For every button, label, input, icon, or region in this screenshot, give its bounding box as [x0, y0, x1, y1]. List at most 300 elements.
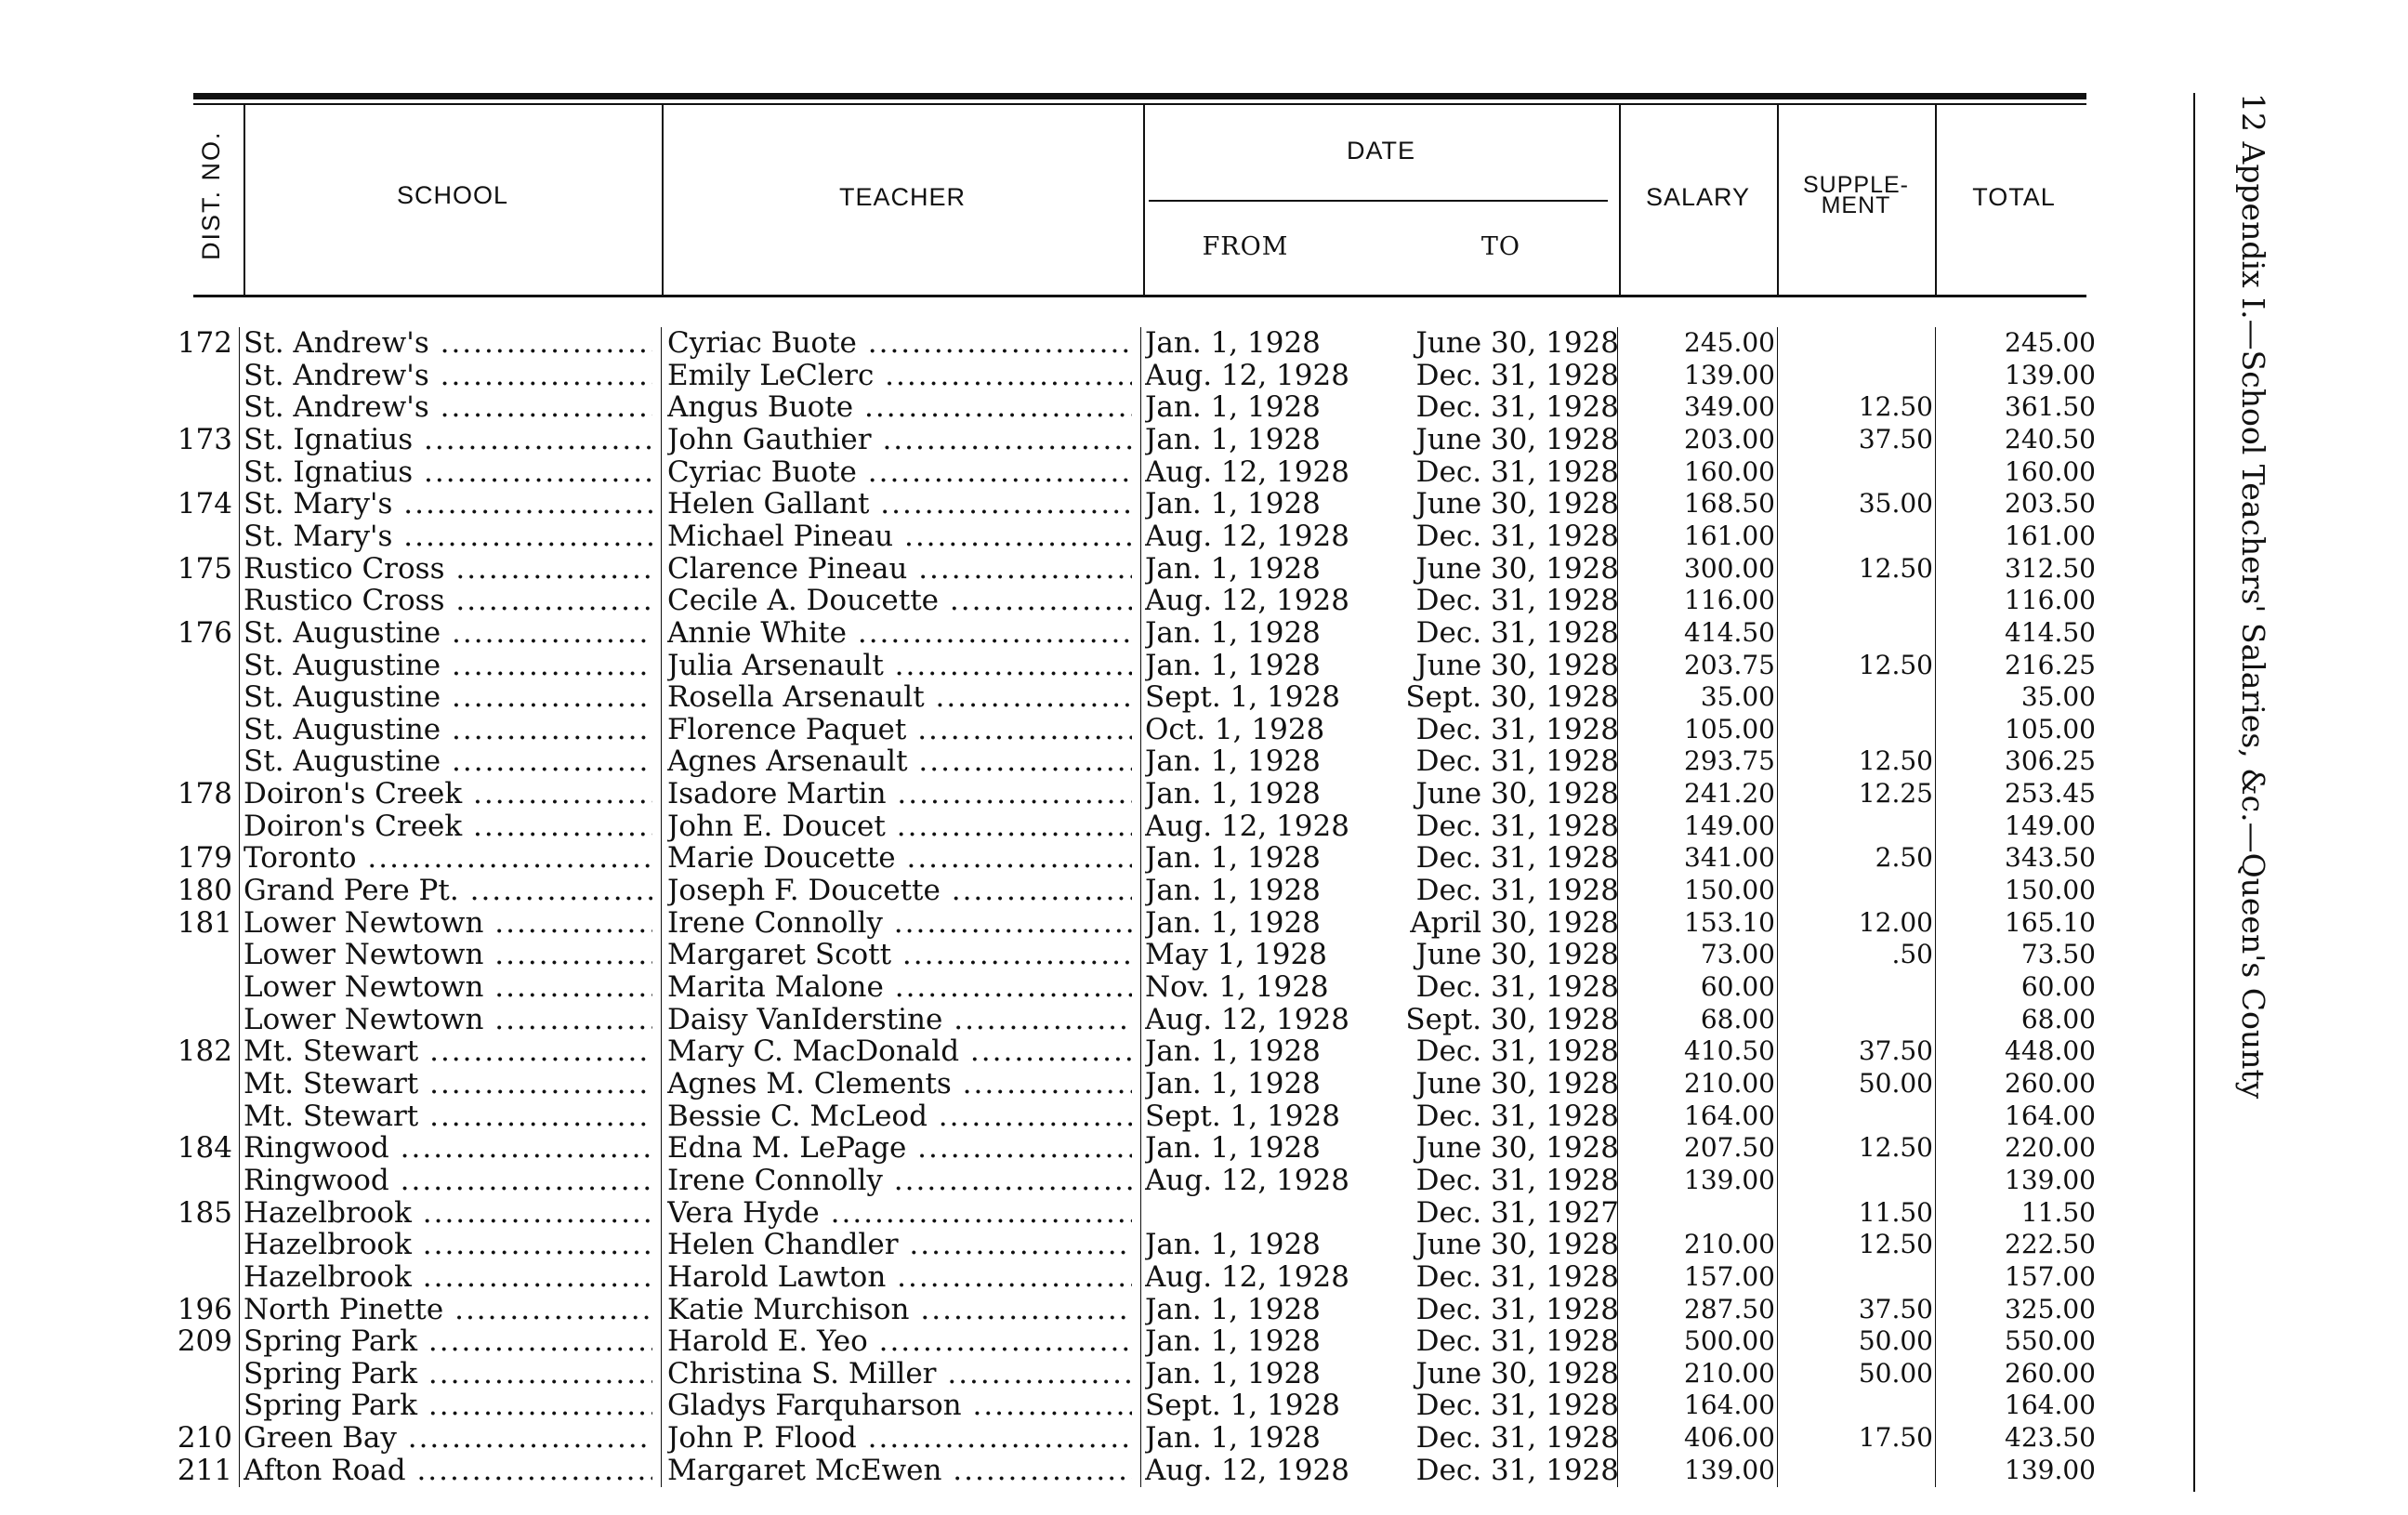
teacher-cell: [667, 327, 1132, 359]
dist-no-cell-text: 178: [177, 778, 232, 810]
teacher-cell-text: Helen Gallant: [667, 488, 870, 520]
school-cell: [243, 1455, 652, 1486]
leader-dots: [857, 327, 1132, 359]
to-date-cell: [1357, 585, 1619, 616]
leader-dots: [441, 714, 652, 745]
school-cell: [243, 1132, 652, 1164]
school-cell-text: Lower Newtown: [243, 971, 484, 1003]
school-cell-text: Ringwood: [243, 1132, 389, 1165]
table-row: [0, 810, 2138, 843]
school-cell-text: Rustico Cross: [243, 552, 445, 585]
from-date-cell: [1145, 553, 1359, 585]
total-cell-text: 216.25: [2005, 649, 2096, 680]
total-cell-text: 222.50: [2005, 1229, 2096, 1260]
leader-dots: [906, 714, 1132, 745]
total-cell-text: 160.00: [2005, 455, 2096, 487]
dist-no-cell-text: 180: [177, 875, 232, 907]
to-date-cell-text: June 30, 1928: [1415, 1229, 1619, 1261]
from-date-cell: [1145, 456, 1359, 488]
to-date-cell: [1357, 842, 1619, 874]
salary-cell-text: 500.00: [1684, 1325, 1775, 1357]
total-cell: [1938, 456, 2096, 488]
salary-cell-text: 164.00: [1684, 1390, 1775, 1421]
from-date-cell-text: Jan. 1, 1928: [1145, 778, 1321, 810]
dist-no-cell: [177, 553, 232, 585]
from-date-cell-text: Jan. 1, 1928: [1145, 423, 1321, 455]
total-cell: [1938, 1358, 2096, 1390]
from-date-cell: [1145, 1035, 1359, 1067]
table-row: [0, 327, 2138, 360]
salary-cell-text: 149.00: [1684, 810, 1775, 841]
supplement-cell: [1780, 1035, 1933, 1067]
from-date-cell: [1145, 1004, 1359, 1035]
to-date-cell: [1357, 488, 1619, 520]
table-row: [0, 907, 2138, 940]
dist-no-cell-text: 175: [177, 552, 232, 585]
total-cell: [1938, 1035, 2096, 1067]
salary-cell-text: 139.00: [1684, 1454, 1775, 1485]
dist-no-cell-text: 182: [177, 1035, 232, 1068]
to-date-cell: [1357, 650, 1619, 681]
school-cell-text: Green Bay: [243, 1422, 397, 1455]
teacher-cell: [667, 939, 1132, 970]
teacher-cell-text: Agnes Arsenault: [667, 745, 908, 778]
school-cell-text: St. Mary's: [243, 520, 393, 552]
table-row: [0, 1390, 2138, 1422]
total-cell: [1938, 1261, 2096, 1293]
teacher-cell-text: Daisy VanIderstine: [667, 1003, 943, 1035]
school-cell: [243, 617, 652, 649]
from-date-cell: [1145, 327, 1359, 359]
school-cell-text: Lower Newtown: [243, 906, 484, 939]
to-date-cell-text: Sept. 30, 1928: [1405, 681, 1619, 714]
from-date-cell-text: Jan. 1, 1928: [1145, 1422, 1321, 1455]
teacher-cell-text: Mary C. MacDonald: [667, 1035, 960, 1068]
salary-cell: [1622, 1100, 1775, 1132]
teacher-cell-text: Harold E. Yeo: [667, 1325, 868, 1358]
school-cell-text: Hazelbrook: [243, 1229, 412, 1261]
teacher-cell: [667, 1455, 1132, 1486]
salary-cell: [1622, 488, 1775, 520]
school-cell-text: Hazelbrook: [243, 1260, 412, 1293]
to-date-cell-text: June 30, 1928: [1415, 649, 1619, 681]
school-cell: [243, 907, 652, 939]
to-date-cell: [1357, 327, 1619, 359]
teacher-cell-text: Vera Hyde: [667, 1196, 820, 1229]
total-cell-text: 139.00: [2005, 1454, 2096, 1485]
salary-cell-text: 105.00: [1684, 713, 1775, 744]
supplement-cell: [1780, 1422, 1933, 1454]
supplement-cell: [1780, 745, 1933, 777]
from-date-cell: [1145, 875, 1359, 906]
salary-cell-text: 161.00: [1684, 520, 1775, 551]
table-row: [0, 1165, 2138, 1197]
salary-cell: [1622, 1422, 1775, 1454]
leader-dots: [942, 1004, 1132, 1035]
teacher-cell: [667, 681, 1132, 713]
teacher-cell: [667, 1390, 1132, 1421]
dist-no-cell: [177, 1035, 232, 1067]
salary-cell: [1622, 1390, 1775, 1421]
total-cell-text: 361.50: [2005, 391, 2096, 423]
supplement-cell: [1780, 939, 1933, 970]
leader-dots: [413, 456, 652, 488]
total-cell-text: 414.50: [2005, 616, 2096, 648]
from-date-cell: [1145, 1455, 1359, 1486]
total-cell-text: 139.00: [2005, 359, 2096, 390]
school-cell-text: Spring Park: [243, 1357, 418, 1390]
school-cell: [243, 424, 652, 455]
from-date-cell: [1145, 1132, 1359, 1164]
school-cell-text: Grand Pere Pt.: [243, 875, 459, 907]
salary-cell: [1622, 681, 1775, 713]
salary-cell-text: 73.00: [1700, 939, 1775, 970]
from-date-cell-text: Aug. 12, 1928: [1145, 359, 1349, 391]
total-cell-text: 325.00: [2005, 1293, 2096, 1324]
total-cell: [1938, 875, 2096, 906]
teacher-cell-text: Marita Malone: [667, 971, 884, 1003]
teacher-cell: [667, 778, 1132, 810]
salary-cell-text: 293.75: [1684, 745, 1775, 777]
dist-no-cell: [177, 875, 232, 906]
from-date-cell: [1145, 650, 1359, 681]
table-row: [0, 391, 2138, 424]
leader-dots: [412, 1261, 652, 1293]
teacher-cell-text: Florence Paquet: [667, 713, 907, 745]
school-cell: [243, 391, 652, 423]
table-row: [0, 617, 2138, 650]
leader-dots: [899, 1229, 1132, 1260]
total-cell-text: 312.50: [2005, 552, 2096, 584]
to-date-cell-text: Dec. 31, 1928: [1415, 971, 1619, 1003]
to-date-cell: [1357, 810, 1619, 842]
from-date-cell-text: Oct. 1, 1928: [1145, 713, 1325, 745]
from-date-cell: [1145, 1229, 1359, 1260]
teacher-cell-text: Marie Doucette: [667, 842, 896, 875]
supplement-cell: [1780, 1197, 1933, 1229]
leader-dots: [820, 1197, 1132, 1229]
teacher-cell: [667, 1229, 1132, 1260]
total-cell: [1938, 745, 2096, 777]
school-cell-text: Toronto: [243, 842, 357, 875]
date-header: DATE: [1346, 137, 1415, 165]
supplement-cell: [1780, 1294, 1933, 1325]
salary-cell-text: 210.00: [1684, 1067, 1775, 1099]
total-cell: [1938, 810, 2096, 842]
to-date-cell-text: June 30, 1928: [1415, 778, 1619, 810]
dist-no-cell-text: 179: [177, 842, 232, 875]
to-date-cell-text: Dec. 31, 1928: [1415, 1293, 1619, 1325]
school-cell-text: Ringwood: [243, 1164, 389, 1196]
total-cell: [1938, 681, 2096, 713]
leader-dots: [413, 424, 652, 455]
dist-no-cell: [177, 907, 232, 939]
salary-cell-text: 157.00: [1684, 1260, 1775, 1292]
leader-dots: [941, 1455, 1132, 1486]
to-date-cell: [1357, 1100, 1619, 1132]
leader-dots: [883, 907, 1132, 939]
school-cell-text: Lower Newtown: [243, 939, 484, 971]
teacher-cell: [667, 1261, 1132, 1293]
school-cell: [243, 1068, 652, 1100]
teacher-cell-text: Helen Chandler: [667, 1229, 899, 1261]
teacher-cell: [667, 585, 1132, 616]
salary-cell: [1622, 360, 1775, 391]
table-row: [0, 842, 2138, 875]
salary-cell: [1622, 1294, 1775, 1325]
to-date-cell-text: Dec. 31, 1928: [1415, 1164, 1619, 1196]
supplement-cell-text: 35.00: [1858, 488, 1933, 520]
table-row: [0, 456, 2138, 489]
salary-cell-text: 68.00: [1700, 1003, 1775, 1034]
school-cell: [243, 1229, 652, 1260]
to-date-cell-text: Dec. 31, 1928: [1415, 745, 1619, 778]
school-cell-text: Doiron's Creek: [243, 778, 463, 810]
school-cell: [243, 810, 652, 842]
from-date-cell: [1145, 1261, 1359, 1293]
from-date-cell-text: Aug. 12, 1928: [1145, 1003, 1349, 1035]
leader-dots: [884, 650, 1132, 681]
salary-cell-text: 210.00: [1684, 1229, 1775, 1260]
dist-no-cell: [177, 1455, 232, 1486]
to-date-cell: [1357, 1358, 1619, 1390]
teacher-cell: [667, 553, 1132, 585]
school-cell-text: St. Ignatius: [243, 455, 414, 488]
salary-cell-text: 160.00: [1684, 455, 1775, 487]
supplement-cell-text: 37.50: [1858, 1293, 1933, 1324]
salary-cell-text: 300.00: [1684, 552, 1775, 584]
total-cell-text: 149.00: [2005, 810, 2096, 841]
teacher-cell: [667, 1004, 1132, 1035]
salary-cell: [1622, 745, 1775, 777]
total-cell-text: 139.00: [2005, 1164, 2096, 1195]
supplement-cell: [1780, 391, 1933, 423]
teacher-cell: [667, 842, 1132, 874]
total-cell: [1938, 553, 2096, 585]
dist-no-cell-text: 174: [177, 488, 232, 520]
teacher-cell-text: Christina S. Miller: [667, 1357, 937, 1390]
school-cell: [243, 327, 652, 359]
supplement-cell: [1780, 842, 1933, 874]
leader-dots: [389, 1132, 652, 1164]
to-date-cell-text: Dec. 31, 1928: [1415, 1325, 1619, 1358]
to-date-cell: [1357, 907, 1619, 939]
teacher-cell-text: Margaret McEwen: [667, 1454, 942, 1486]
total-cell-text: 73.50: [2020, 939, 2096, 970]
dist-no-cell: [177, 1325, 232, 1357]
total-cell-text: 157.00: [2005, 1260, 2096, 1292]
supplement-cell-text: 37.50: [1858, 1035, 1933, 1067]
school-cell: [243, 875, 652, 906]
leader-dots: [928, 1100, 1132, 1132]
to-date-cell-text: Dec. 31, 1928: [1415, 1100, 1619, 1132]
teacher-cell: [667, 907, 1132, 939]
leader-dots: [893, 520, 1132, 552]
supplement-cell-text: 50.00: [1858, 1357, 1933, 1389]
supplement-cell-text: 2.50: [1875, 842, 1933, 874]
supplement-cell: [1780, 778, 1933, 810]
to-date-cell: [1357, 617, 1619, 649]
total-cell: [1938, 327, 2096, 359]
school-cell: [243, 456, 652, 488]
total-cell-text: 343.50: [2005, 842, 2096, 874]
salary-cell: [1622, 456, 1775, 488]
dist-no-cell-text: 210: [177, 1422, 232, 1455]
school-cell: [243, 745, 652, 777]
total-cell: [1938, 585, 2096, 616]
teacher-cell: [667, 1294, 1132, 1325]
school-cell-text: St. Augustine: [243, 616, 441, 649]
school-cell: [243, 778, 652, 810]
dist-no-cell: [177, 327, 232, 359]
from-date-cell-text: Aug. 12, 1928: [1145, 455, 1349, 488]
to-date-cell: [1357, 553, 1619, 585]
side-rule: [2193, 93, 2195, 1492]
from-date-cell-text: Jan. 1, 1928: [1145, 616, 1321, 649]
leader-dots: [869, 488, 1132, 520]
supplement-cell: [1780, 1358, 1933, 1390]
salary-cell: [1622, 1455, 1775, 1486]
dist-no-cell: [177, 424, 232, 455]
salary-header: SALARY: [1645, 183, 1751, 211]
teacher-cell: [667, 391, 1132, 423]
from-date-cell: [1145, 520, 1359, 552]
school-cell: [243, 681, 652, 713]
teacher-cell: [667, 1422, 1132, 1454]
teacher-cell-text: Joseph F. Doucette: [667, 875, 941, 907]
to-date-cell-text: Dec. 31, 1928: [1415, 713, 1619, 745]
school-cell: [243, 360, 652, 391]
leader-dots: [441, 681, 652, 713]
table-row: [0, 681, 2138, 714]
to-date-cell-text: Dec. 31, 1928: [1415, 391, 1619, 424]
salary-cell-text: 349.00: [1684, 391, 1775, 423]
header-rule: [193, 295, 2086, 297]
to-date-cell-text: Dec. 31, 1928: [1415, 1454, 1619, 1486]
to-date-cell: [1357, 745, 1619, 777]
from-date-cell: [1145, 681, 1359, 713]
from-date-cell: [1145, 1165, 1359, 1196]
school-cell: [243, 939, 652, 970]
leader-dots: [872, 424, 1132, 455]
leader-dots: [417, 1390, 652, 1421]
total-cell: [1938, 360, 2096, 391]
total-cell-text: 60.00: [2020, 971, 2096, 1002]
teacher-cell: [667, 456, 1132, 488]
leader-dots: [483, 907, 652, 939]
leader-dots: [853, 391, 1132, 423]
total-cell-text: 105.00: [2005, 713, 2096, 744]
from-date-cell: [1145, 1325, 1359, 1357]
school-cell: [243, 488, 652, 520]
dist-no-cell-text: 211: [177, 1454, 232, 1486]
table-row: [0, 971, 2138, 1004]
table-row: [0, 424, 2138, 456]
total-cell: [1938, 488, 2096, 520]
teacher-cell-text: John E. Doucet: [667, 810, 886, 842]
total-cell-text: 550.00: [2005, 1325, 2096, 1357]
salary-cell: [1622, 1261, 1775, 1293]
teacher-cell: [667, 1165, 1132, 1196]
supplement-header: [1777, 172, 1935, 218]
to-date-cell-text: Dec. 31, 1928: [1415, 585, 1619, 617]
from-date-cell: [1145, 810, 1359, 842]
salary-cell-text: 203.75: [1684, 649, 1775, 680]
from-date-cell-text: Aug. 12, 1928: [1145, 520, 1349, 552]
leader-dots: [847, 617, 1132, 649]
teacher-cell-text: Cyriac Buote: [667, 455, 857, 488]
from-date-cell: [1145, 1422, 1359, 1454]
school-cell-text: Hazelbrook: [243, 1196, 412, 1229]
school-cell: [243, 1197, 652, 1229]
salary-cell: [1622, 1165, 1775, 1196]
from-date-cell: [1145, 939, 1359, 970]
leader-dots: [441, 650, 652, 681]
table-row: [0, 778, 2138, 810]
to-date-cell-text: Dec. 31, 1928: [1415, 455, 1619, 488]
salary-cell: [1622, 1035, 1775, 1067]
teacher-cell: [667, 1035, 1132, 1067]
total-cell-text: 423.50: [2005, 1422, 2096, 1454]
salary-cell-text: 139.00: [1684, 359, 1775, 390]
from-date-cell: [1145, 488, 1359, 520]
total-cell-text: 448.00: [2005, 1035, 2096, 1067]
salary-cell-text: 153.10: [1684, 906, 1775, 938]
school-cell-text: North Pinette: [243, 1293, 444, 1325]
to-date-cell-text: Dec. 31, 1928: [1415, 1422, 1619, 1455]
supplement-cell: [1780, 488, 1933, 520]
salary-cell: [1622, 1229, 1775, 1260]
total-cell-text: 306.25: [2005, 745, 2096, 777]
to-date-cell-text: Dec. 31, 1928: [1415, 842, 1619, 875]
to-date-cell: [1357, 1197, 1619, 1229]
leader-dots: [397, 1422, 652, 1454]
supplement-cell-text: 50.00: [1858, 1067, 1933, 1099]
supplement-cell-text: 12.50: [1858, 745, 1933, 777]
teacher-cell-text: Margaret Scott: [667, 939, 892, 971]
total-cell: [1938, 971, 2096, 1003]
from-date-cell-text: May 1, 1928: [1145, 939, 1327, 971]
total-cell: [1938, 778, 2096, 810]
leader-dots: [429, 391, 652, 423]
salary-cell: [1622, 1325, 1775, 1357]
total-cell-text: 35.00: [2020, 681, 2096, 713]
from-date-cell: [1145, 745, 1359, 777]
from-date-cell-text: Jan. 1, 1928: [1145, 906, 1321, 939]
table-row: [0, 488, 2138, 520]
teacher-header: TEACHER: [838, 183, 966, 211]
from-date-cell: [1145, 391, 1359, 423]
to-date-cell: [1357, 1035, 1619, 1067]
school-cell: [243, 714, 652, 745]
total-cell: [1938, 1390, 2096, 1421]
salary-cell: [1622, 1358, 1775, 1390]
salary-cell-text: 406.00: [1684, 1422, 1775, 1454]
salary-cell-text: 116.00: [1684, 585, 1775, 616]
salary-cell-text: 35.00: [1700, 681, 1775, 713]
teacher-cell-text: Gladys Farquharson: [667, 1390, 962, 1422]
to-date-cell: [1357, 1132, 1619, 1164]
salary-cell: [1622, 1004, 1775, 1035]
leader-dots: [910, 1294, 1132, 1325]
salary-cell: [1622, 842, 1775, 874]
from-date-cell: [1145, 1100, 1359, 1132]
from-date-cell-text: Jan. 1, 1928: [1145, 649, 1321, 681]
leader-dots: [389, 1165, 652, 1196]
leader-dots: [887, 778, 1132, 810]
leader-dots: [857, 1422, 1132, 1454]
total-cell-text: 68.00: [2020, 1003, 2096, 1034]
